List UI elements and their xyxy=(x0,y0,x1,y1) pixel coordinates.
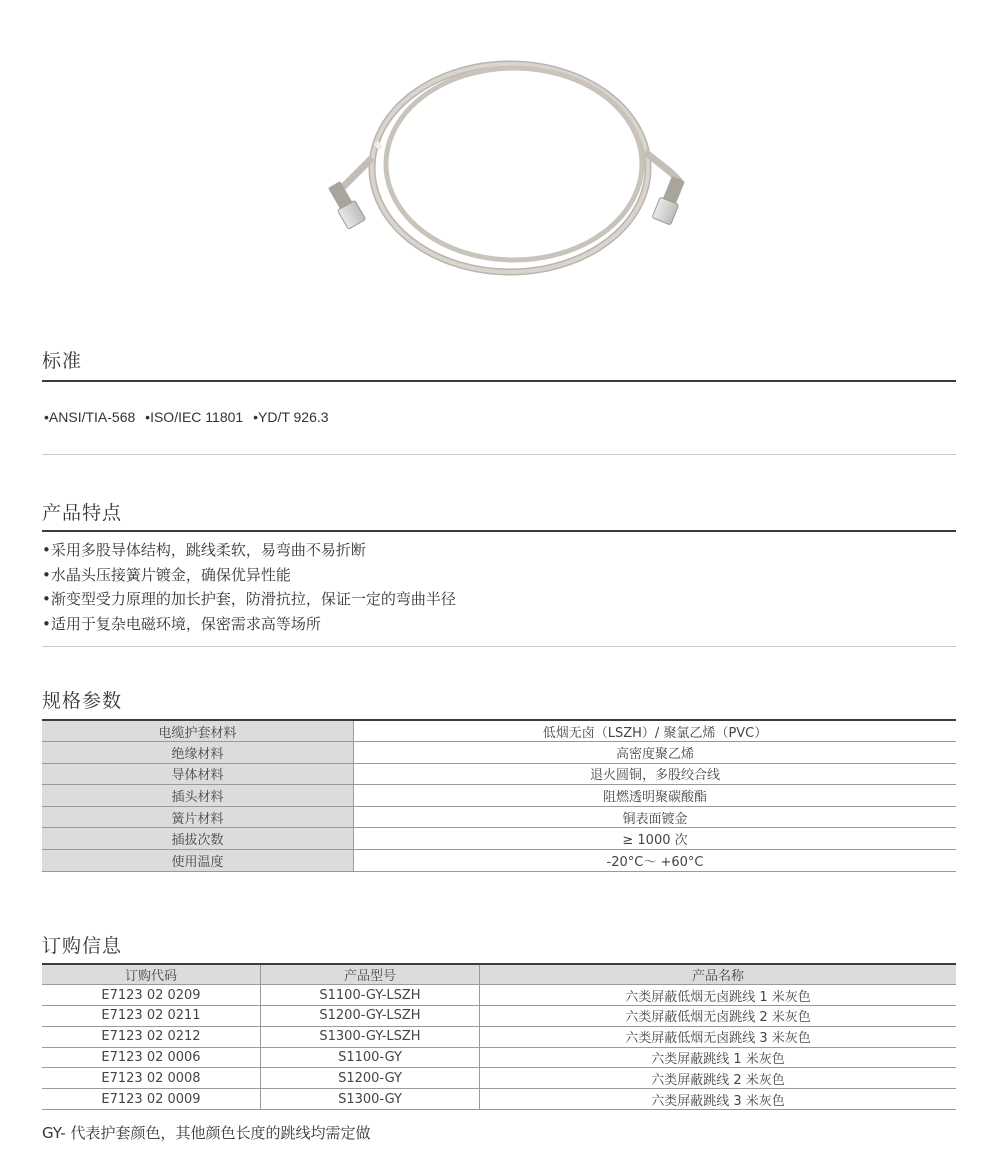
product-name: 六类屏蔽跳线 2 米灰色 xyxy=(480,1068,957,1089)
table-row xyxy=(42,850,956,872)
spec-value: 高密度聚乙烯 xyxy=(354,742,957,764)
ordering-note: GY- 代表护套颜色，其他颜色长度的跳线均需定做 xyxy=(42,1124,371,1142)
product-model: S1300-GY xyxy=(261,1089,480,1110)
features-title: 产品特点 xyxy=(42,502,123,524)
product-model: S1200-GY-LSZH xyxy=(261,1006,480,1027)
product-model: S1200-GY xyxy=(261,1068,480,1089)
order-code: E7123 02 0211 xyxy=(42,1006,261,1027)
order-code: E7123 02 0209 xyxy=(42,985,261,1006)
features-list xyxy=(42,540,456,638)
spec-value: 退火圆铜，多股绞合线 xyxy=(354,763,957,785)
feature-item: •适用于复杂电磁环境，保密需求高等场所 xyxy=(42,614,321,633)
table-row xyxy=(42,1047,956,1068)
spec-key: 插头材料 xyxy=(42,785,354,807)
feature-item: •采用多股导体结构，跳线柔软，易弯曲不易折断 xyxy=(42,541,366,559)
standard-item: •ANSI/TIA-568 xyxy=(44,409,136,425)
table-row xyxy=(42,742,956,764)
table-row xyxy=(42,985,956,1006)
ordering-title: 订购信息 xyxy=(42,935,123,957)
table-row xyxy=(42,1068,956,1089)
specs-title: 规格参数 xyxy=(42,690,123,712)
table-row xyxy=(42,720,956,742)
table-row xyxy=(42,763,956,785)
product-model: S1100-GY xyxy=(261,1047,480,1068)
table-row xyxy=(42,1089,956,1110)
table-row xyxy=(42,1026,956,1047)
product-name: 六类屏蔽跳线 1 米灰色 xyxy=(480,1047,957,1068)
section-divider xyxy=(42,380,956,382)
standard-item: •YD/T 926.3 xyxy=(253,409,329,425)
product-model: S1300-GY-LSZH xyxy=(261,1026,480,1047)
product-name: 六类屏蔽跳线 3 米灰色 xyxy=(480,1089,957,1110)
product-model: S1100-GY-LSZH xyxy=(261,985,480,1006)
column-header: 产品型号 xyxy=(261,964,480,985)
product-name: 六类屏蔽低烟无卤跳线 1 米灰色 xyxy=(480,985,957,1006)
product-name: 六类屏蔽低烟无卤跳线 3 米灰色 xyxy=(480,1026,957,1047)
standards-title: 标准 xyxy=(42,350,83,372)
spec-key: 导体材料 xyxy=(42,763,354,785)
feature-item: •渐变型受力原理的加长护套，防滑抗拉，保证一定的弯曲半径 xyxy=(42,590,456,608)
spec-key: 电缆护套材料 xyxy=(42,720,354,742)
standards-list xyxy=(44,409,335,425)
column-header: 订购代码 xyxy=(42,964,261,985)
feature-item: •水晶头压接簧片镀金，确保优异性能 xyxy=(42,565,291,584)
specs-table xyxy=(42,719,956,872)
order-code: E7123 02 0212 xyxy=(42,1026,261,1047)
spec-value: -20°C～ +60°C xyxy=(354,850,957,872)
column-header: 产品名称 xyxy=(480,964,957,985)
order-code: E7123 02 0009 xyxy=(42,1089,261,1110)
section-divider xyxy=(42,530,956,532)
product-name: 六类屏蔽低烟无卤跳线 2 米灰色 xyxy=(480,1006,957,1027)
section-end-divider xyxy=(42,646,956,647)
spec-key: 绝缘材料 xyxy=(42,742,354,764)
standard-item: •ISO/IEC 11801 xyxy=(145,409,244,425)
spec-value: 低烟无卤（LSZH）/ 聚氯乙烯（PVC） xyxy=(354,720,957,742)
patch-cable-image xyxy=(300,40,720,300)
table-row xyxy=(42,828,956,850)
ordering-table xyxy=(42,963,956,1110)
order-code: E7123 02 0006 xyxy=(42,1047,261,1068)
spec-key: 使用温度 xyxy=(42,850,354,872)
spec-key: 插拔次数 xyxy=(42,828,354,850)
table-header-row xyxy=(42,964,956,985)
spec-value: 铜表面镀金 xyxy=(354,806,957,828)
order-code: E7123 02 0008 xyxy=(42,1068,261,1089)
spec-key: 簧片材料 xyxy=(42,806,354,828)
table-row xyxy=(42,785,956,807)
section-end-divider xyxy=(42,454,956,455)
table-row xyxy=(42,1006,956,1027)
table-row xyxy=(42,806,956,828)
spec-value: 阻燃透明聚碳酸酯 xyxy=(354,785,957,807)
spec-value: ≥ 1000 次 xyxy=(354,828,957,850)
